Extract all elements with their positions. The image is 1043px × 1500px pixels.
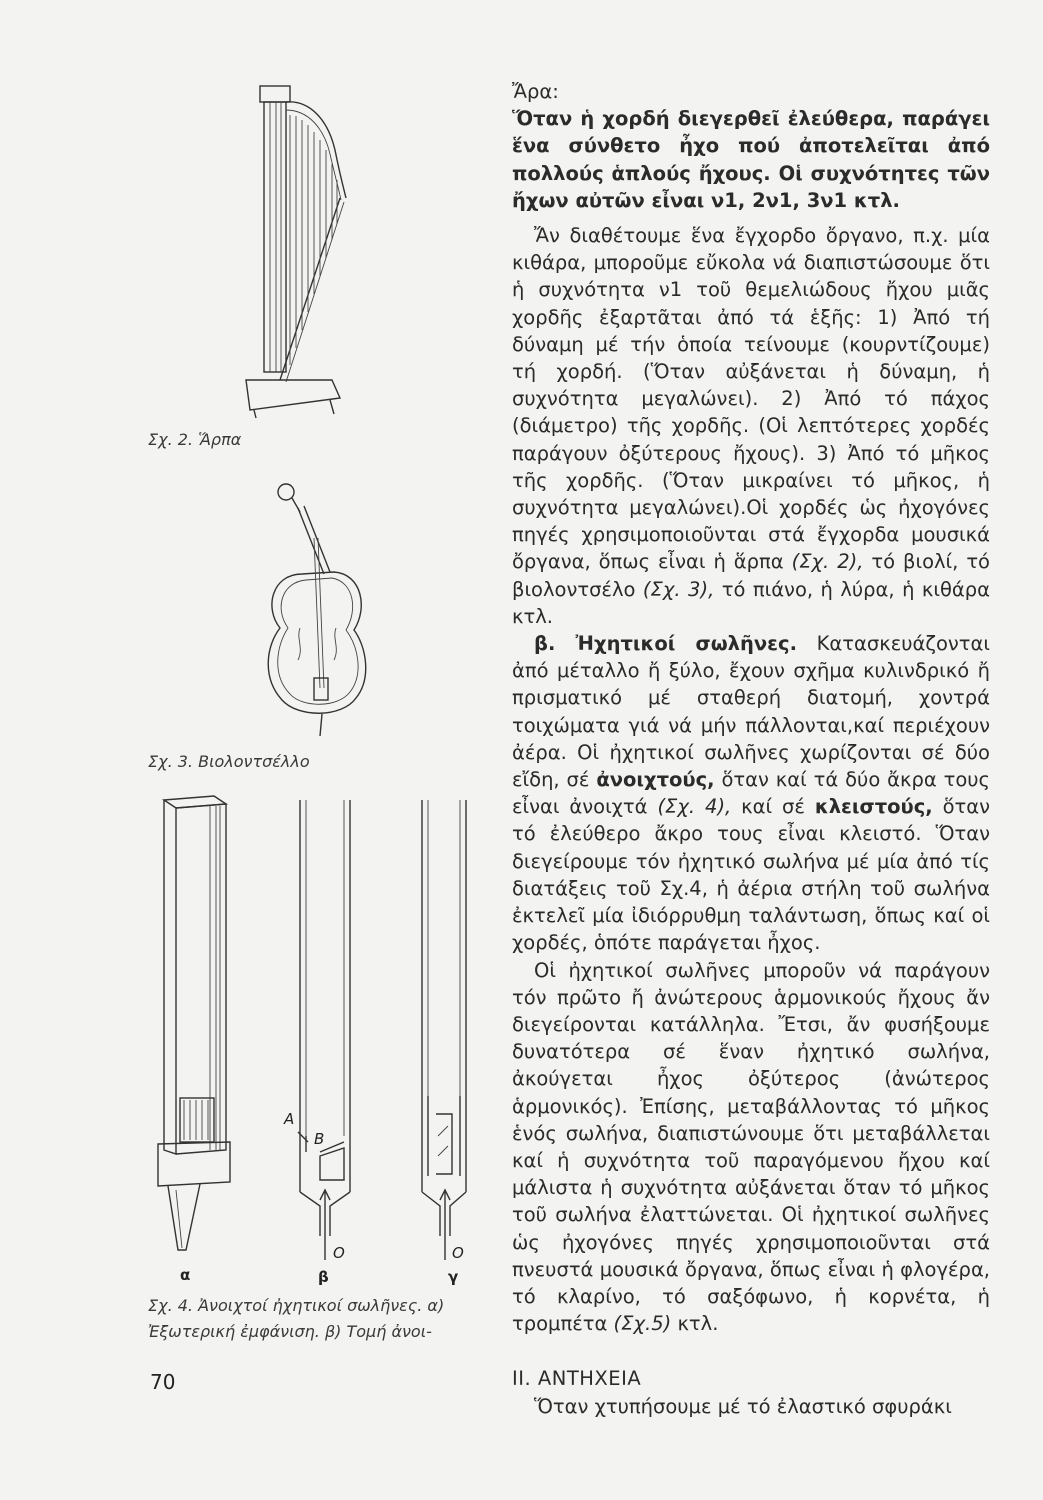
fig2-caption: Σχ. 2. Ἅρπα bbox=[148, 430, 242, 449]
fig4-label-alpha: α bbox=[180, 1266, 191, 1284]
fig4-caption-line1: Σχ. 4. Ἀνοιχτοί ἠχητικοί σωλῆνες. α) bbox=[148, 1296, 445, 1315]
bold-statement: Ὅταν ἡ χορδή διεγερθεῖ ἐλεύθερα, παράγει ἕνα σύνθετο ἦχο πού ἀποτελεῖται ἀπό πολλούς ἁπλούς ἤχους. Οἱ συχνότητες τῶν ἤχων αὐτῶν εἶναι ν1, 2ν1, 3ν1 κτλ. bbox=[512, 107, 990, 212]
cello-illustration bbox=[262, 478, 372, 738]
final-line: Ὅταν χτυπήσουμε μέ τό ἐλαστικό σφυράκι bbox=[534, 1394, 952, 1418]
fig3-caption: Σχ. 3. Βιολοντσέλλο bbox=[148, 752, 310, 771]
fig4-mark-O1: O bbox=[333, 1244, 345, 1262]
pipe-exterior-illustration bbox=[150, 790, 250, 1270]
paragraph-text: ὅταν τό ἐλεύθερο ἄκρο τους εἶναι κλειστό. Ὅταν διεγείρουμε τόν ἠχητικό σωλήνα μέ μία ἀπό τίς διατάξεις τοῦ Σχ.4, ἡ ἀέρια στήλη τοῦ σωλήνα ἐκτελεῖ μία ἰδιόρρυθμη ταλάντωση, ὅπως καί οἱ χορδές, ὁπότε παράγεται ἦχος. bbox=[512, 795, 991, 955]
paragraph-text: τό πιάνο, ἡ λύρα, ἡ κιθάρα κτλ. bbox=[512, 577, 990, 628]
section-heading: ΙΙ. ΑΝΤΗΧΕΙΑ bbox=[512, 1367, 642, 1391]
keyword-closed: κλειστούς, bbox=[814, 795, 933, 819]
paragraph-text: Οἱ ἠχητικοί σωλῆνες μποροῦν νά παράγουν τόν πρῶτο ἤ ἀνώτερους ἁρμονικούς ἤχους ἄν διεγείρονται κατάλληλα. Ἔτσι, ἄν φυσήξουμε δυνατότερα σέ ἕναν ἠχητικό σωλήνα, ἀκούγεται ἦχος ὀξύτερος (ἀνώτερος ἁρμονικός). Ἐπίσης, μεταβάλλοντας τό μῆκος ἑνός σωλήνα, διαπιστώνουμε ὅτι μεταβάλλεται καί ἡ συχνότητα τοῦ παραγόμενου ἤχου καί μάλιστα ἡ συχνότητα αὐξάνεται ὅταν τό μῆκος τοῦ σωλήνα ἐλαττώνεται. Οἱ ἠχητικοί σωλῆνες ὡς ἠχογόνες πηγές χρησιμοποιοῦνται στά πνευστά μουσικά ὄργανα, ὅπως εἶναι ἡ φλογέρα, τό κλαρίνο, τό σαξόφωνο, ἡ κορνέτα, ἡ τρομπέτα bbox=[512, 958, 990, 1336]
fig4-mark-B: B bbox=[314, 1130, 325, 1148]
paragraph-text: καί σέ bbox=[741, 795, 805, 819]
figure-reference: (Σχ. 2), bbox=[791, 550, 864, 574]
pipe-section-beta-illustration bbox=[280, 796, 370, 1266]
intro-word: Ἄρα: bbox=[512, 80, 559, 103]
fig4-mark-A: A bbox=[284, 1110, 295, 1128]
paragraph-text: ὅταν καί τά δύο ἄκρα τους εἶναι ἀνοιχτά bbox=[512, 768, 991, 819]
paragraph-sound-pipes bbox=[512, 630, 990, 956]
subsection-heading: β. Ἠχητικοί σωλῆνες. bbox=[534, 632, 797, 656]
paragraph-string-factors bbox=[512, 222, 990, 630]
fig4-caption-line2: Ἐξωτερική ἐμφάνιση. β) Τομή ἀνοι- bbox=[148, 1322, 432, 1341]
figure-reference: (Σχ. 3), bbox=[642, 577, 715, 601]
paragraph-pipe-harmonics bbox=[512, 957, 990, 1338]
fig4-mark-O2: O bbox=[452, 1244, 464, 1262]
keyword-open: ἀνοιχτούς, bbox=[596, 768, 715, 792]
figure-reference: (Σχ.5) bbox=[613, 1312, 672, 1336]
page-number: 70 bbox=[150, 1370, 176, 1394]
harp-illustration bbox=[240, 80, 350, 420]
fig4-label-beta: β bbox=[318, 1268, 329, 1286]
figure-reference: (Σχ. 4), bbox=[657, 795, 732, 819]
paragraph-text: Ἄν διαθέτουμε ἕνα ἔγχορδο ὄργανο, π.χ. μία κιθάρα, μποροῦμε εὔκολα νά διαπιστώσουμε ὅτι ἡ συχνότητα ν1 τοῦ θεμελιώδους ἤχου μιᾶς χορδῆς ἐξαρτᾶται ἀπό τά ἑξῆς: 1) Ἀπό τή δύναμη μέ τήν ὁποία τείνουμε (κουρντίζουμε) τή χορδή. (Ὅταν αὐξάνεται ἡ δύναμη, ἡ συχνότητα μεγαλώνει). 2) Ἀπό τό πάχος (διάμετρο) τῆς χορδῆς. (Οἱ λεπτότερες χορδές παράγουν ὀξύτερους ἤχους). 3) Ἀπό τό μῆκος τῆς χορδῆς. (Ὅταν μικραίνει τό μῆκος, ἡ συχνότητα μεγαλώνει).Οἱ χορδές ὡς ἠχογόνες πηγές χρησιμοποιοῦνται στά ἔγχορδα μουσικά ὄργανα, ὅπως εἶναι ἡ ἅρπα bbox=[512, 224, 990, 574]
paragraph-text: Κατασκευάζονται ἀπό μέταλλο ἤ ξύλο, ἔχουν σχῆμα κυλινδρικό ἤ πρισματικό μέ σταθερή διατομή, χοντρά τοιχώματα γιά νά μήν πάλλονται,καί περιέχουν ἀέρα. Οἱ ἠχητικοί σωλῆνες χωρίζονται σέ δύο εἴδη, σέ bbox=[512, 632, 990, 792]
main-text-column bbox=[512, 78, 990, 1420]
paragraph-text: τό βιολί, τό βιολοντσέλο bbox=[512, 550, 990, 601]
fig4-label-gamma: γ bbox=[448, 1268, 459, 1286]
pipe-section-gamma-illustration bbox=[408, 796, 498, 1266]
paragraph-text: κτλ. bbox=[677, 1312, 719, 1336]
